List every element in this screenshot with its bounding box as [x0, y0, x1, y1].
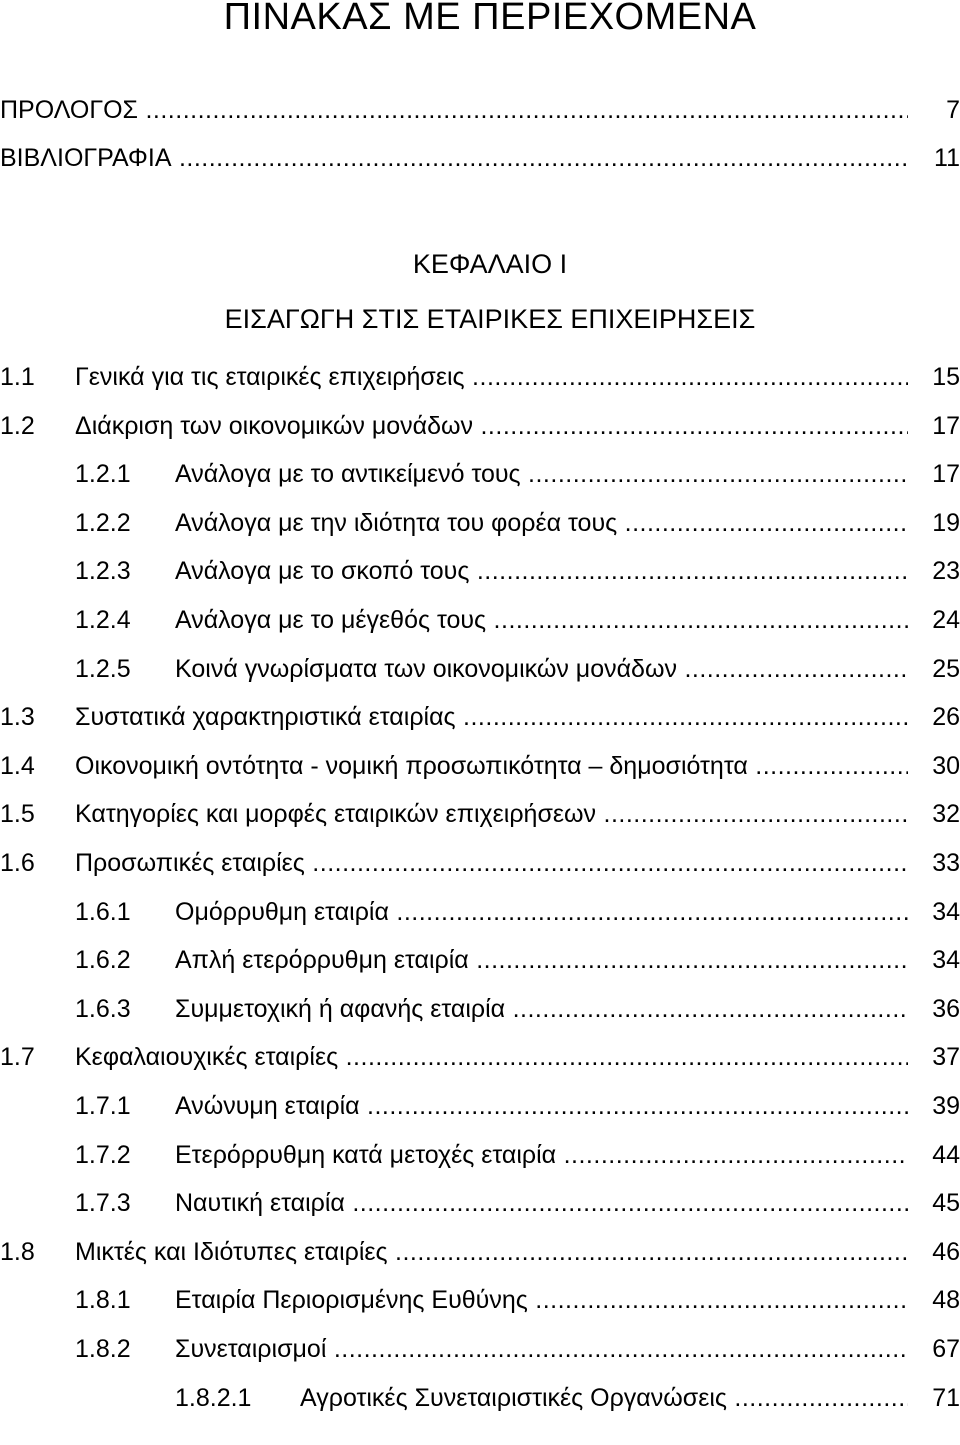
toc-entry-1-6[interactable]	[0, 846, 960, 880]
toc-entry-number: 1.6.1	[75, 897, 131, 926]
toc-entry-1-8-2-1[interactable]	[175, 1381, 960, 1415]
toc-entry-text: Συστατικά χαρακτηριστικά εταιρίας .....	[75, 700, 908, 734]
toc-entry-text: Ανώνυμη εταιρία .....	[175, 1089, 908, 1123]
toc-entry-1-3[interactable]	[0, 700, 960, 734]
toc-entry-number: 1.7.3	[75, 1189, 131, 1218]
toc-entry-text: Διάκριση των οικονομικών μονάδων .....	[75, 409, 908, 443]
toc-entry-1-7[interactable]	[0, 1040, 960, 1074]
toc-entry-text: Ανάλογα με το αντικείμενό τους .....	[175, 457, 908, 491]
toc-entry-1-2-1[interactable]	[75, 457, 960, 491]
toc-entry-text: ΠΡΟΛΟΓΟΣ .....	[0, 93, 908, 127]
toc-entry-page: 17	[932, 460, 960, 489]
toc-entry-text: Ετερόρρυθμη κατά μετοχές εταιρία .....	[175, 1138, 908, 1172]
toc-entry-1-2-3[interactable]	[75, 554, 960, 588]
toc-entry-page: 19	[932, 508, 960, 537]
toc-entry-1-2-2[interactable]	[75, 506, 960, 540]
toc-entry-number: 1.6.3	[75, 994, 131, 1023]
toc-entry-page: 44	[932, 1140, 960, 1169]
toc-entry-page: 30	[932, 751, 960, 780]
toc-entry-page: 26	[932, 703, 960, 732]
page-title: ΠΙΝΑΚΑΣ ΜΕ ΠΕΡΙΕΧΟΜΕΝΑ	[223, 0, 757, 38]
toc-entry-1-8[interactable]	[0, 1235, 960, 1269]
toc-entry-text: Κεφαλαιουχικές εταιρίες .....	[75, 1040, 908, 1074]
toc-entry-1-6-1[interactable]	[75, 895, 960, 929]
toc-entry-page: 71	[932, 1383, 960, 1412]
toc-entry-page: 37	[932, 1043, 960, 1072]
toc-entry-1-6-3[interactable]	[75, 992, 960, 1026]
toc-entry-number: 1.8.2.1	[175, 1383, 252, 1412]
toc-entry-page: 48	[932, 1286, 960, 1315]
toc-entry-1-2-5[interactable]	[75, 652, 960, 686]
toc-entry-page: 25	[932, 654, 960, 683]
toc-entry-text: Ανάλογα με το σκοπό τους .....	[175, 554, 908, 588]
toc-entry-1-1[interactable]	[0, 360, 960, 394]
toc-entry-text: Ομόρρυθμη εταιρία .....	[175, 895, 908, 929]
toc-entry-page: 39	[932, 1092, 960, 1120]
toc-entry-number: 1.8.2	[75, 1335, 131, 1363]
toc-entry-1-2-4[interactable]	[75, 603, 960, 637]
toc-entry-text: Γενικά για τις εταιρικές επιχειρήσεις .....	[75, 360, 908, 394]
toc-entry-text: Μικτές και Ιδιότυπες εταιρίες .....	[75, 1235, 908, 1269]
toc-entry-text: Ανάλογα με την ιδιότητα του φορέα τους .....	[175, 506, 908, 540]
toc-entry-number: 1.7	[0, 1043, 35, 1072]
toc-entry-1-7-3[interactable]	[75, 1186, 960, 1220]
toc-entry-number: 1.1	[0, 363, 35, 391]
toc-entry-1-6-2[interactable]	[75, 943, 960, 977]
toc-entry-1-8-1[interactable]	[75, 1283, 960, 1317]
toc-entry-number: 1.2.2	[75, 508, 131, 537]
toc-entry-number: 1.8.1	[75, 1286, 131, 1315]
toc-entry-1-7-2[interactable]	[75, 1138, 960, 1172]
toc-entry-number: 1.5	[0, 800, 35, 829]
toc-entry-1-5[interactable]	[0, 797, 960, 831]
toc-entry-number: 1.6	[0, 849, 35, 877]
toc-entry-number: 1.7.2	[75, 1140, 131, 1169]
toc-entry-text: Οικονομική οντότητα - νομική προσωπικότητα – δημοσιότητα .....	[75, 749, 908, 783]
toc-entry-text: Συμμετοχική ή αφανής εταιρία .....	[175, 992, 908, 1026]
toc-entry-page: 11	[934, 144, 960, 172]
toc-entry-text: Κοινά γνωρίσματα των οικονομικών μονάδων .....	[175, 652, 908, 686]
toc-entry-page: 7	[946, 96, 960, 124]
toc-entry-page: 32	[932, 800, 960, 829]
toc-entry-number: 1.6.2	[75, 946, 131, 975]
toc-entry-number: 1.7.1	[75, 1092, 131, 1120]
toc-entry-1-2[interactable]	[0, 409, 960, 443]
toc-entry-page: 15	[932, 363, 960, 391]
toc-entry-page: 36	[932, 994, 960, 1023]
toc-entry-number: 1.2	[0, 411, 35, 440]
toc-entry-text: ΒΙΒΛΙΟΓΡΑΦΙΑ .....	[0, 141, 908, 175]
toc-entry-1-7-1[interactable]	[75, 1089, 960, 1123]
toc-entry-page: 45	[932, 1189, 960, 1218]
toc-entry-page: 34	[932, 897, 960, 926]
toc-entry-text: Ναυτική εταιρία .....	[175, 1186, 908, 1220]
toc-entry-text: Εταιρία Περιορισμένης Ευθύνης .....	[175, 1283, 908, 1317]
toc-entry-text: Αγροτικές Συνεταιριστικές Οργανώσεις .....	[300, 1381, 908, 1415]
toc-entry-page: 24	[932, 606, 960, 634]
toc-entry-1-8-2[interactable]	[75, 1332, 960, 1366]
toc-entry-number: 1.8	[0, 1237, 35, 1266]
toc-entry-number: 1.2.3	[75, 557, 131, 586]
toc-entry-text: Ανάλογα με το μέγεθός τους .....	[175, 603, 908, 637]
toc-entry-text: Απλή ετερόρρυθμη εταιρία .....	[175, 943, 908, 977]
chapter-title: ΕΙΣΑΓΩΓΗ ΣΤΙΣ ΕΤΑΙΡΙΚΕΣ ΕΠΙΧΕΙΡΗΣΕΙΣ	[224, 304, 756, 334]
toc-entry-page: 17	[932, 411, 960, 440]
toc-entry-page: 67	[932, 1335, 960, 1363]
toc-entry-page: 46	[932, 1237, 960, 1266]
toc-entry-number: 1.3	[0, 703, 35, 732]
toc-entry-text: Προσωπικές εταιρίες .....	[75, 846, 908, 880]
toc-entry-text: Κατηγορίες και μορφές εταιρικών επιχειρήσεων .....	[75, 797, 908, 831]
toc-entry-number: 1.2.1	[75, 460, 131, 489]
toc-entry-number: 1.4	[0, 751, 35, 780]
toc-entry-page: 33	[932, 849, 960, 877]
chapter-label: ΚΕΦΑΛΑΙΟ Ι	[412, 249, 568, 279]
toc-entry-number: 1.2.5	[75, 654, 131, 683]
toc-entry-text: Συνεταιρισμοί .....	[175, 1332, 908, 1366]
toc-entry-page: 23	[932, 557, 960, 586]
toc-entry-number: 1.2.4	[75, 606, 131, 634]
toc-entry-page: 34	[932, 946, 960, 975]
toc-entry-1-4[interactable]	[0, 749, 960, 783]
